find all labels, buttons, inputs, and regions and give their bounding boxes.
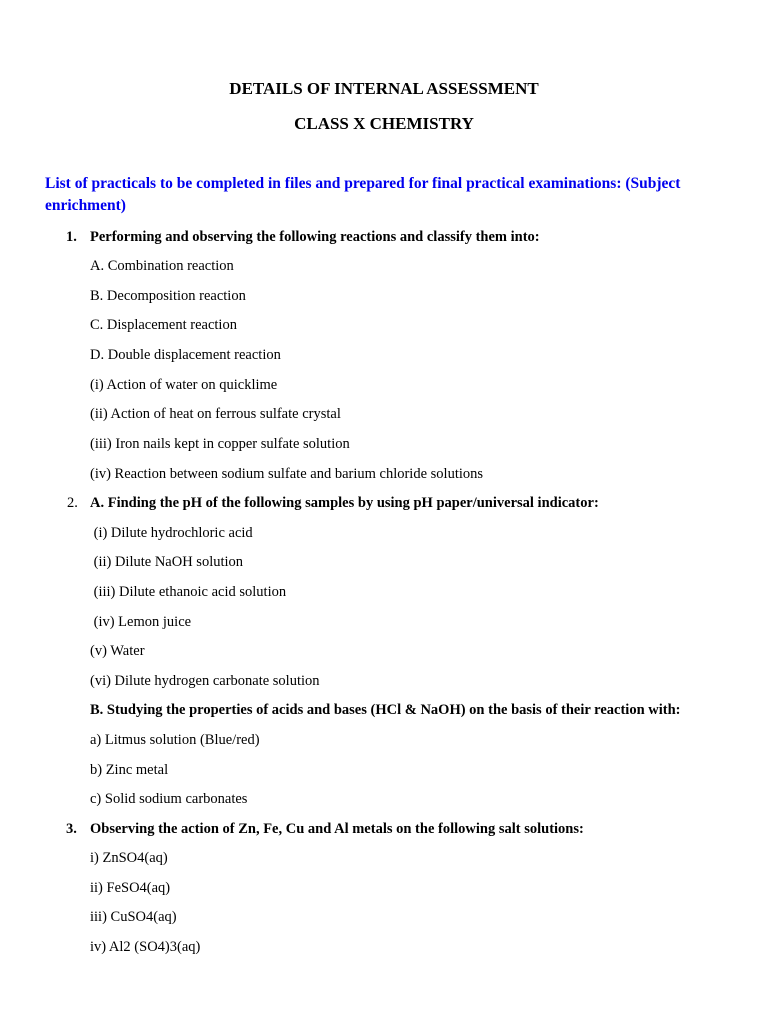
list-item: a) Litmus solution (Blue/red) xyxy=(90,732,260,748)
list-item: B. Decomposition reaction xyxy=(90,288,246,304)
list-item: (iii) Iron nails kept in copper sulfate solution xyxy=(90,436,350,452)
list-item: D. Double displacement reaction xyxy=(90,347,281,363)
section-3-number: 3. xyxy=(66,821,77,837)
list-item: A. Combination reaction xyxy=(90,258,234,274)
list-item: (iv) Reaction between sodium sulfate and barium chloride solutions xyxy=(90,466,484,482)
list-item: iii) CuSO4(aq) xyxy=(90,909,177,925)
list-item: (ii) Action of heat on ferrous sulfate crystal xyxy=(90,406,341,422)
list-item: iv) Al2 (SO4)3(aq) xyxy=(90,939,201,955)
list-item: (vi) Dilute hydrogen carbonate solution xyxy=(90,673,320,689)
list-item: (iii) Dilute ethanoic acid solution xyxy=(90,584,287,600)
section-2-title-a: A. Finding the pH of the following samples by using pH paper/universal indicator: xyxy=(90,495,599,511)
list-item: b) Zinc metal xyxy=(90,762,169,778)
list-item: (v) Water xyxy=(90,643,145,659)
list-item: c) Solid sodium carbonates xyxy=(90,791,248,807)
list-item: (i) Dilute hydrochloric acid xyxy=(90,525,253,541)
list-item: (ii) Dilute NaOH solution xyxy=(90,554,244,570)
list-item: i) ZnSO4(aq) xyxy=(90,850,168,866)
list-item: (iv) Lemon juice xyxy=(90,614,192,630)
list-item: ii) FeSO4(aq) xyxy=(90,880,171,896)
document-subheading: CLASS X CHEMISTRY xyxy=(294,114,474,133)
list-item: C. Displacement reaction xyxy=(90,317,237,333)
section-1-title: Performing and observing the following reactions and classify them into: xyxy=(90,229,540,245)
section-1-number: 1. xyxy=(66,229,77,245)
section-3-title: Observing the action of Zn, Fe, Cu and Al metals on the following salt solutions: xyxy=(90,821,584,837)
document-heading: DETAILS OF INTERNAL ASSESSMENT xyxy=(229,79,539,98)
section-2-number: 2. xyxy=(67,495,78,511)
list-item: (i) Action of water on quicklime xyxy=(90,377,278,393)
section-2-title-b: B. Studying the properties of acids and bases (HCl & NaOH) on the basis of their reaction with: xyxy=(90,702,681,718)
intro-text: List of practicals to be completed in files and prepared for final practical examinations: (Subject enrichment) xyxy=(45,175,681,214)
